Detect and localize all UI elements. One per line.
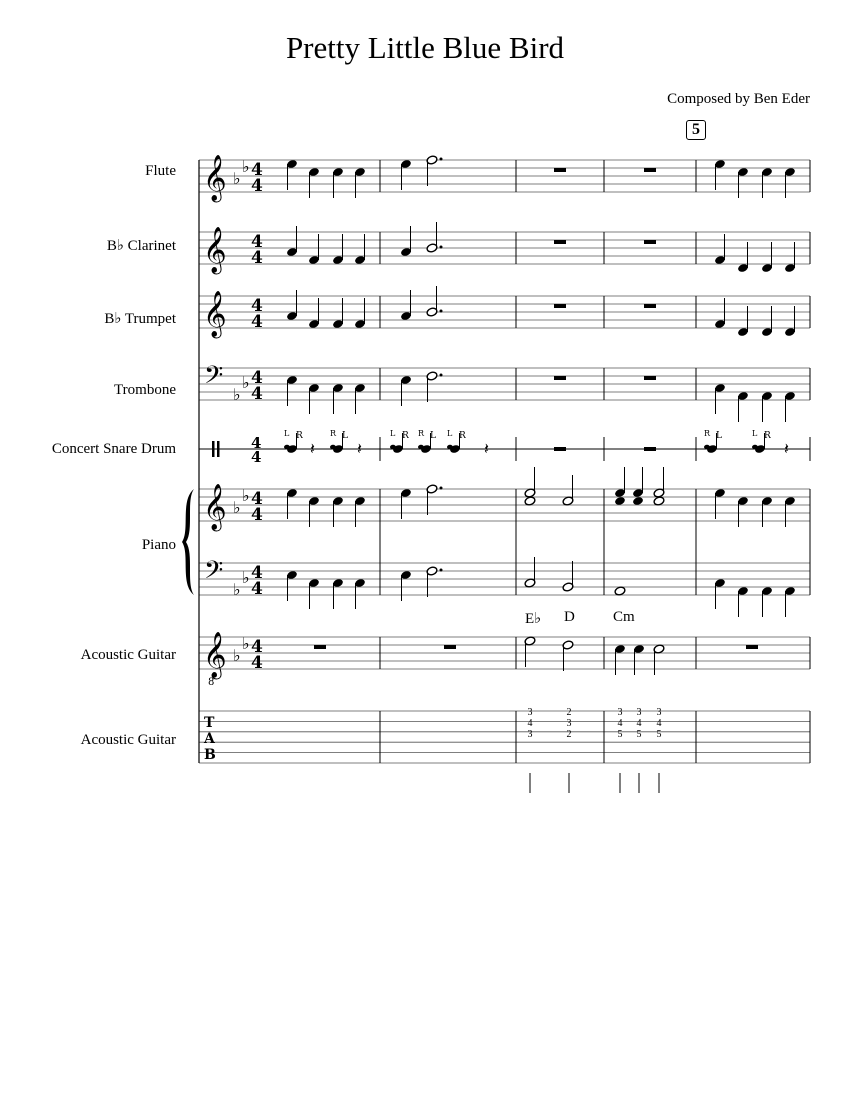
instrument-label-flute: Flute: [145, 163, 176, 179]
octave-mark: 8: [208, 677, 215, 688]
tab-fret-number: 3: [636, 707, 642, 718]
sticking-mark: L: [390, 429, 396, 438]
tab-fret-number: 5: [656, 729, 662, 740]
rehearsal-mark: 5: [686, 120, 706, 140]
time-signature: 4: [251, 296, 263, 316]
tab-fret-number: 4: [636, 718, 642, 729]
sticking-mark: R: [704, 429, 711, 438]
instrument-label-piano: Piano: [141, 537, 176, 553]
tab-fret-number: 4: [617, 718, 623, 729]
notes: [284, 155, 796, 793]
instrument-label-guitar-tab: Acoustic Guitar: [80, 732, 176, 748]
whole-rest: [746, 645, 758, 649]
time-signature: 4: [251, 248, 263, 268]
time-signature: 4: [251, 384, 263, 404]
time-signature: 4: [251, 160, 263, 180]
augmentation-dot: [440, 310, 443, 313]
note-head: [632, 496, 644, 506]
clefs: [203, 155, 263, 763]
time-signature: 4: [251, 232, 263, 252]
sticking-mark: L: [342, 431, 348, 441]
brace-shape: [182, 489, 194, 595]
tab-clef-icon: A: [204, 731, 215, 747]
treble-clef-icon: 𝄞: [203, 632, 227, 678]
sticking-mark: R: [330, 429, 337, 438]
tab-fret-number: 3: [656, 707, 662, 718]
sticking-mark: L: [430, 431, 436, 441]
time-signature: 4: [251, 368, 263, 388]
time-signature: 4: [251, 176, 263, 196]
sticking-mark: R: [764, 431, 771, 441]
treble-clef-icon: 𝄞: [203, 155, 227, 201]
sticking-mark: L: [716, 431, 722, 441]
quarter-rest: 𝄽: [784, 439, 789, 458]
flat-sign: ♭: [233, 385, 241, 404]
tab-fret-number: 5: [636, 729, 642, 740]
tab-fret-number: 3: [617, 707, 623, 718]
tab-fret-number: 2: [566, 707, 572, 718]
whole-rest: [554, 376, 566, 380]
bass-clef-icon: 𝄢: [204, 556, 224, 591]
whole-rest: [644, 447, 656, 451]
augmentation-dot: [440, 374, 443, 377]
time-signature: 4: [251, 579, 263, 599]
whole-rest: [444, 645, 456, 649]
sticking-mark: R: [459, 431, 466, 441]
note-head: [614, 586, 626, 596]
time-signature: 4: [251, 563, 263, 583]
chord-symbol: Cm: [613, 609, 635, 625]
time-signature: 4: [251, 505, 263, 525]
treble-clef-icon: 𝄞: [203, 484, 227, 530]
tab-fret-number: 4: [527, 718, 533, 729]
tab-fret-number: 4: [656, 718, 662, 729]
instrument-label-trumpet: B♭ Trumpet: [104, 311, 176, 327]
tab-clef-icon: B: [204, 747, 216, 763]
time-signature: 4: [251, 489, 263, 509]
quarter-rest: 𝄽: [484, 439, 489, 458]
flat-sign: ♭: [233, 169, 241, 188]
whole-rest: [314, 645, 326, 649]
whole-rest: [554, 240, 566, 244]
tablature: [528, 707, 662, 740]
flat-sign: ♭: [233, 646, 241, 665]
sticking-mark: L: [752, 429, 758, 438]
augmentation-dot: [440, 158, 443, 161]
quarter-rest: 𝄽: [310, 439, 315, 458]
sticking-mark: R: [402, 431, 409, 441]
time-signature: 4: [251, 653, 263, 673]
whole-rest: [644, 304, 656, 308]
note-head: [524, 496, 536, 506]
augmentation-dot: [440, 569, 443, 572]
treble-clef-icon: 𝄞: [203, 291, 227, 337]
percussion-clef-icon: [212, 441, 215, 457]
treble-clef-icon: 𝄞: [203, 227, 227, 273]
bass-clef-icon: 𝄢: [204, 361, 224, 396]
sticking-mark: L: [447, 429, 453, 438]
time-signature: 4: [251, 434, 262, 452]
tab-fret-number: 5: [617, 729, 623, 740]
flat-sign: ♭: [242, 568, 250, 587]
tab-fret-number: 3: [527, 729, 533, 740]
sticking-mark: R: [296, 431, 303, 441]
tab-fret-number: 3: [527, 707, 533, 718]
flat-sign: ♭: [233, 580, 241, 599]
sticking-mark: L: [284, 429, 290, 438]
whole-rest: [644, 168, 656, 172]
note-head: [653, 496, 665, 506]
flat-sign: ♭: [242, 157, 250, 176]
instrument-label-guitar: Acoustic Guitar: [80, 647, 176, 663]
tab-clef-icon: T: [204, 715, 215, 731]
flat-sign: ♭: [242, 373, 250, 392]
percussion-clef-icon: [217, 441, 220, 457]
note-head: [614, 496, 626, 506]
whole-rest: [554, 168, 566, 172]
whole-rest: [554, 447, 566, 451]
tab-fret-number: 3: [566, 718, 572, 729]
augmentation-dot: [440, 487, 443, 490]
composer-credit: Composed by Ben Eder: [667, 91, 810, 107]
tab-fret-number: 2: [566, 729, 572, 740]
whole-rest: [554, 304, 566, 308]
flat-sign: ♭: [242, 634, 250, 653]
chord-symbol: E♭: [525, 611, 542, 627]
sticking-mark: R: [418, 429, 425, 438]
instrument-label-trombone: Trombone: [114, 382, 176, 398]
whole-rest: [644, 376, 656, 380]
instrument-label-clarinet: B♭ Clarinet: [106, 238, 176, 254]
time-signature: 4: [251, 637, 263, 657]
whole-rest: [644, 240, 656, 244]
quarter-rest: 𝄽: [357, 439, 362, 458]
score-title: Pretty Little Blue Bird: [285, 30, 565, 65]
chord-symbol: D: [564, 609, 575, 625]
flat-sign: ♭: [233, 498, 241, 517]
flat-sign: ♭: [242, 486, 250, 505]
augmentation-dot: [440, 246, 443, 249]
piano-brace: [182, 489, 194, 595]
time-signature: 4: [251, 448, 262, 466]
instrument-label-snare: Concert Snare Drum: [51, 441, 176, 457]
time-signature: 4: [251, 312, 263, 332]
